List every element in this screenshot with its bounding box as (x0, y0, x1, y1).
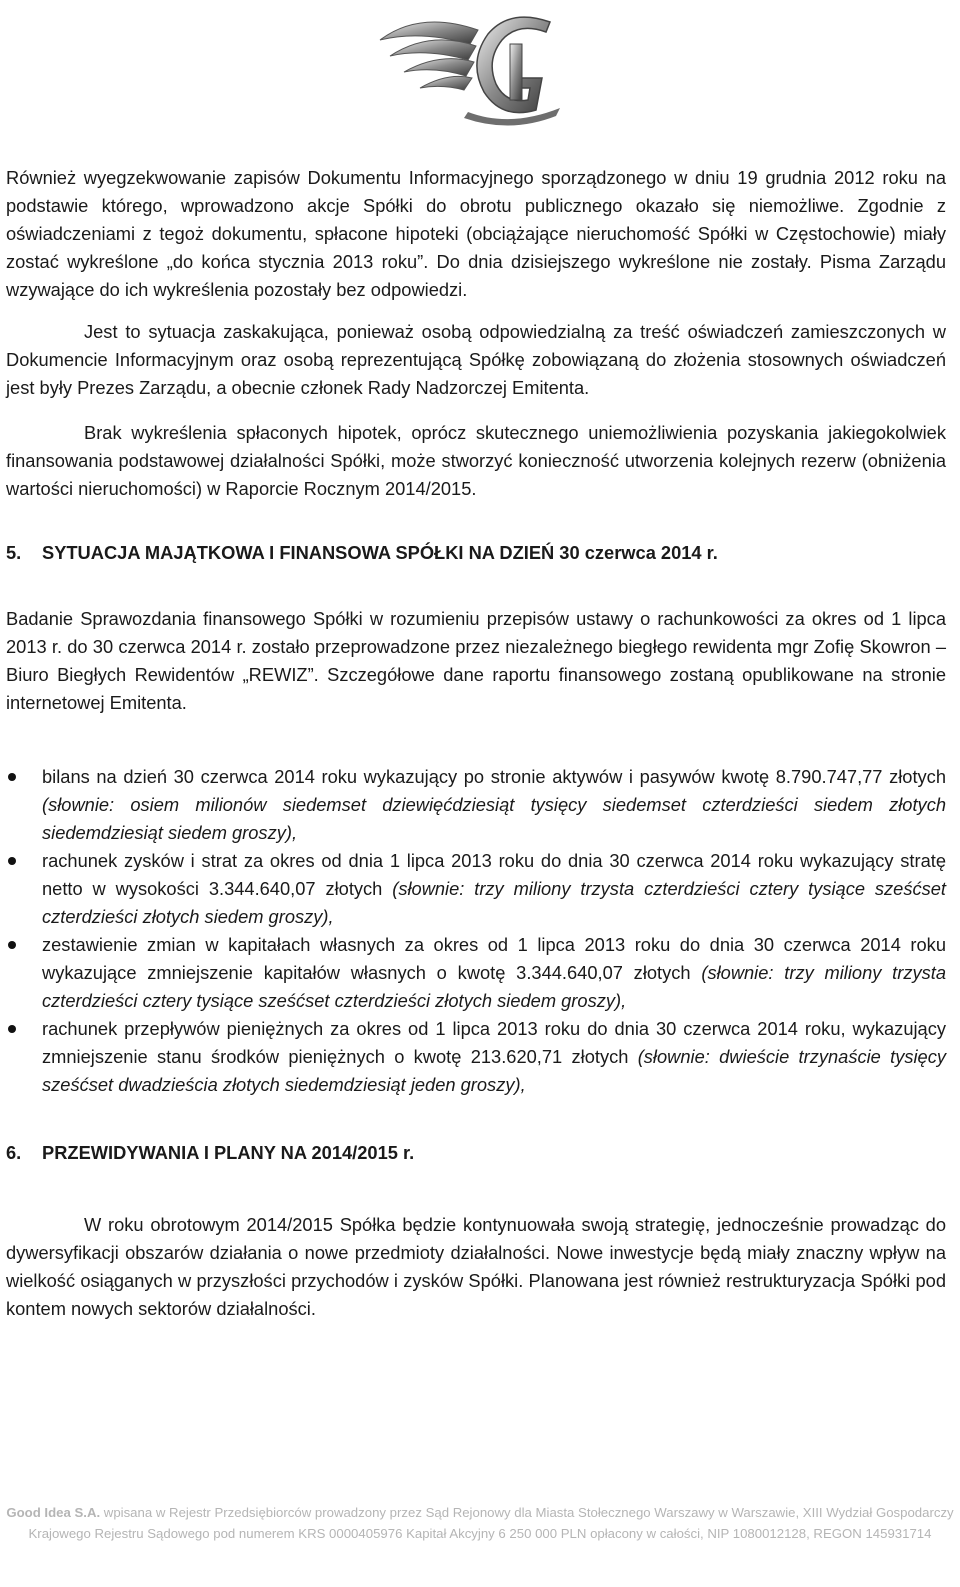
section-5-number: 5. (6, 542, 22, 563)
list-item-text: rachunek zysków i strat za okres od dnia 1 lipca 2013 roku do dnia 30 czerwca 2014 roku wykazujący stratę netto w wysokości 3.344.640,07 złotych (42, 850, 946, 899)
page-footer (0, 1502, 960, 1544)
section-6-text: W roku obrotowym 2014/2015 Spółka będzie kontynuowała swoją strategię, jednocześnie prowadząc do dywersyfikacji obszarów działania o nowe przedmioty działalności. Nowe inwestycje będą miały znaczny wpływ na wielkość osiąganych w przyszłości przychodów i zysków Spółki. Planowana jest również restrukturyzacja Spółki pod kontem nowych sektorów działalności. (6, 1214, 946, 1319)
list-item-words: (słownie: trzy miliony trzysta czterdzieści cztery tysiące sześćset czterdzieści złotych siedem groszy), (42, 878, 946, 927)
financial-summary-list (6, 763, 946, 1099)
bullet-icon (8, 941, 16, 949)
document-body (6, 164, 946, 1323)
list-item-text: bilans na dzień 30 czerwca 2014 roku wykazujący po stronie aktywów i pasywów kwotę 8.790.747,77 złotych (42, 766, 946, 787)
list-item (6, 1015, 946, 1099)
list-item-words: (słownie: dwieście trzynaście tysięcy sześćset dwadzieścia złotych siedemdziesiąt jeden groszy), (42, 1046, 946, 1095)
list-item-text: rachunek przepływów pieniężnych za okres od 1 lipca 2013 roku do dnia 30 czerwca 2014 roku, wykazujący zmniejszenie stanu środków pieniężnych o kwotę 213.620,71 złotych (42, 1018, 946, 1067)
list-item (6, 931, 946, 1015)
section-5-heading (6, 539, 946, 567)
list-item-words: (słownie: trzy miliony trzysta czterdzieści cztery tysiące sześćset czterdzieści złotych siedem groszy), (42, 962, 946, 1011)
bullet-icon (8, 857, 16, 865)
list-item (6, 763, 946, 847)
footer-text: wpisana w Rejestr Przedsiębiorców prowadzony przez Sąd Rejonowy dla Miasta Stołecznego Warszawy w Warszawie, XIII Wydział Gospodarczy Krajowego Rejestru Sądowego pod numerem KRS 0000405976 Kapitał Akcyjny 6 250 000 PLN opłacony w całości, NIP 1080012128, REGON 145931714 (28, 1505, 954, 1541)
section-5-intro: Badanie Sprawozdania finansowego Spółki w rozumieniu przepisów ustawy o rachunkowości za okres od 1 lipca 2013 r. do 30 czerwca 2014 r. zostało przeprowadzone przez niezależnego biegłego rewidenta mgr Zofię Skowron – Biuro Biegłych Rewidentów „REWIZ”. Szczegółowe dane raportu finansowego zostaną opublikowane na stronie internetowej Emitenta. (6, 608, 946, 713)
paragraph-sytuacja: Jest to sytuacja zaskakująca, ponieważ osobą odpowiedzialną za treść oświadczeń zamieszczonych w Dokumencie Informacyjnym oraz osobą reprezentującą Spółkę zobowiązaną do złożenia stosownych oświadczeń jest były Prezes Zarządu, a obecnie członek Rady Nadzorczej Emitenta. (6, 321, 946, 398)
bullet-icon (8, 773, 16, 781)
paragraph-hipoteki: Również wyegzekwowanie zapisów Dokumentu Informacyjnego sporządzonego w dniu 19 grudnia 2012 roku na podstawie którego, wprowadzono akcje Spółki do obrotu publicznego okazało się niemożliwe. Zgodnie z oświadczeniami z tegoż dokumentu, spłacone hipoteki (obciążające nieruchomość Spółki w Częstochowie) miały zostać wykreślone „do końca stycznia 2013 roku”. Do dnia dzisiejszego wykreślone nie zostały. Pisma Zarządu wzywające do ich wykreślenia pozostały bez odpowiedzi. (6, 167, 946, 300)
paragraph-brak-wykreslenia: Brak wykreślenia spłaconych hipotek, oprócz skutecznego uniemożliwienia pozyskania jakiegokolwiek finansowania podstawowej działalności Spółki, może stworzyć konieczność utworzenia kolejnych rezerw (obniżenia wartości nieruchomości) w Raporcie Rocznym 2014/2015. (6, 422, 946, 499)
bullet-icon (8, 1025, 16, 1033)
section-5-title: SYTUACJA MAJĄTKOWA I FINANSOWA SPÓŁKI NA DZIEŃ 30 czerwca 2014 r. (42, 542, 718, 563)
list-item (6, 847, 946, 931)
section-6-heading (6, 1139, 946, 1167)
section-6-number: 6. (6, 1142, 22, 1163)
section-6-title: PRZEWIDYWANIA I PLANY NA 2014/2015 r. (42, 1142, 415, 1163)
company-logo (360, 0, 600, 128)
footer-company: Good Idea S.A. (6, 1505, 101, 1520)
list-item-text: zestawienie zmian w kapitałach własnych za okres od 1 lipca 2013 roku do dnia 30 czerwca 2014 roku wykazujące zmniejszenie kapitałów własnych o kwotę 3.344.640,07 złotych (42, 934, 946, 983)
list-item-words: (słownie: osiem milionów siedemset dziewięćdziesiąt tysięcy siedemset czterdzieści siedem złotych siedemdziesiąt siedem groszy), (42, 794, 946, 843)
